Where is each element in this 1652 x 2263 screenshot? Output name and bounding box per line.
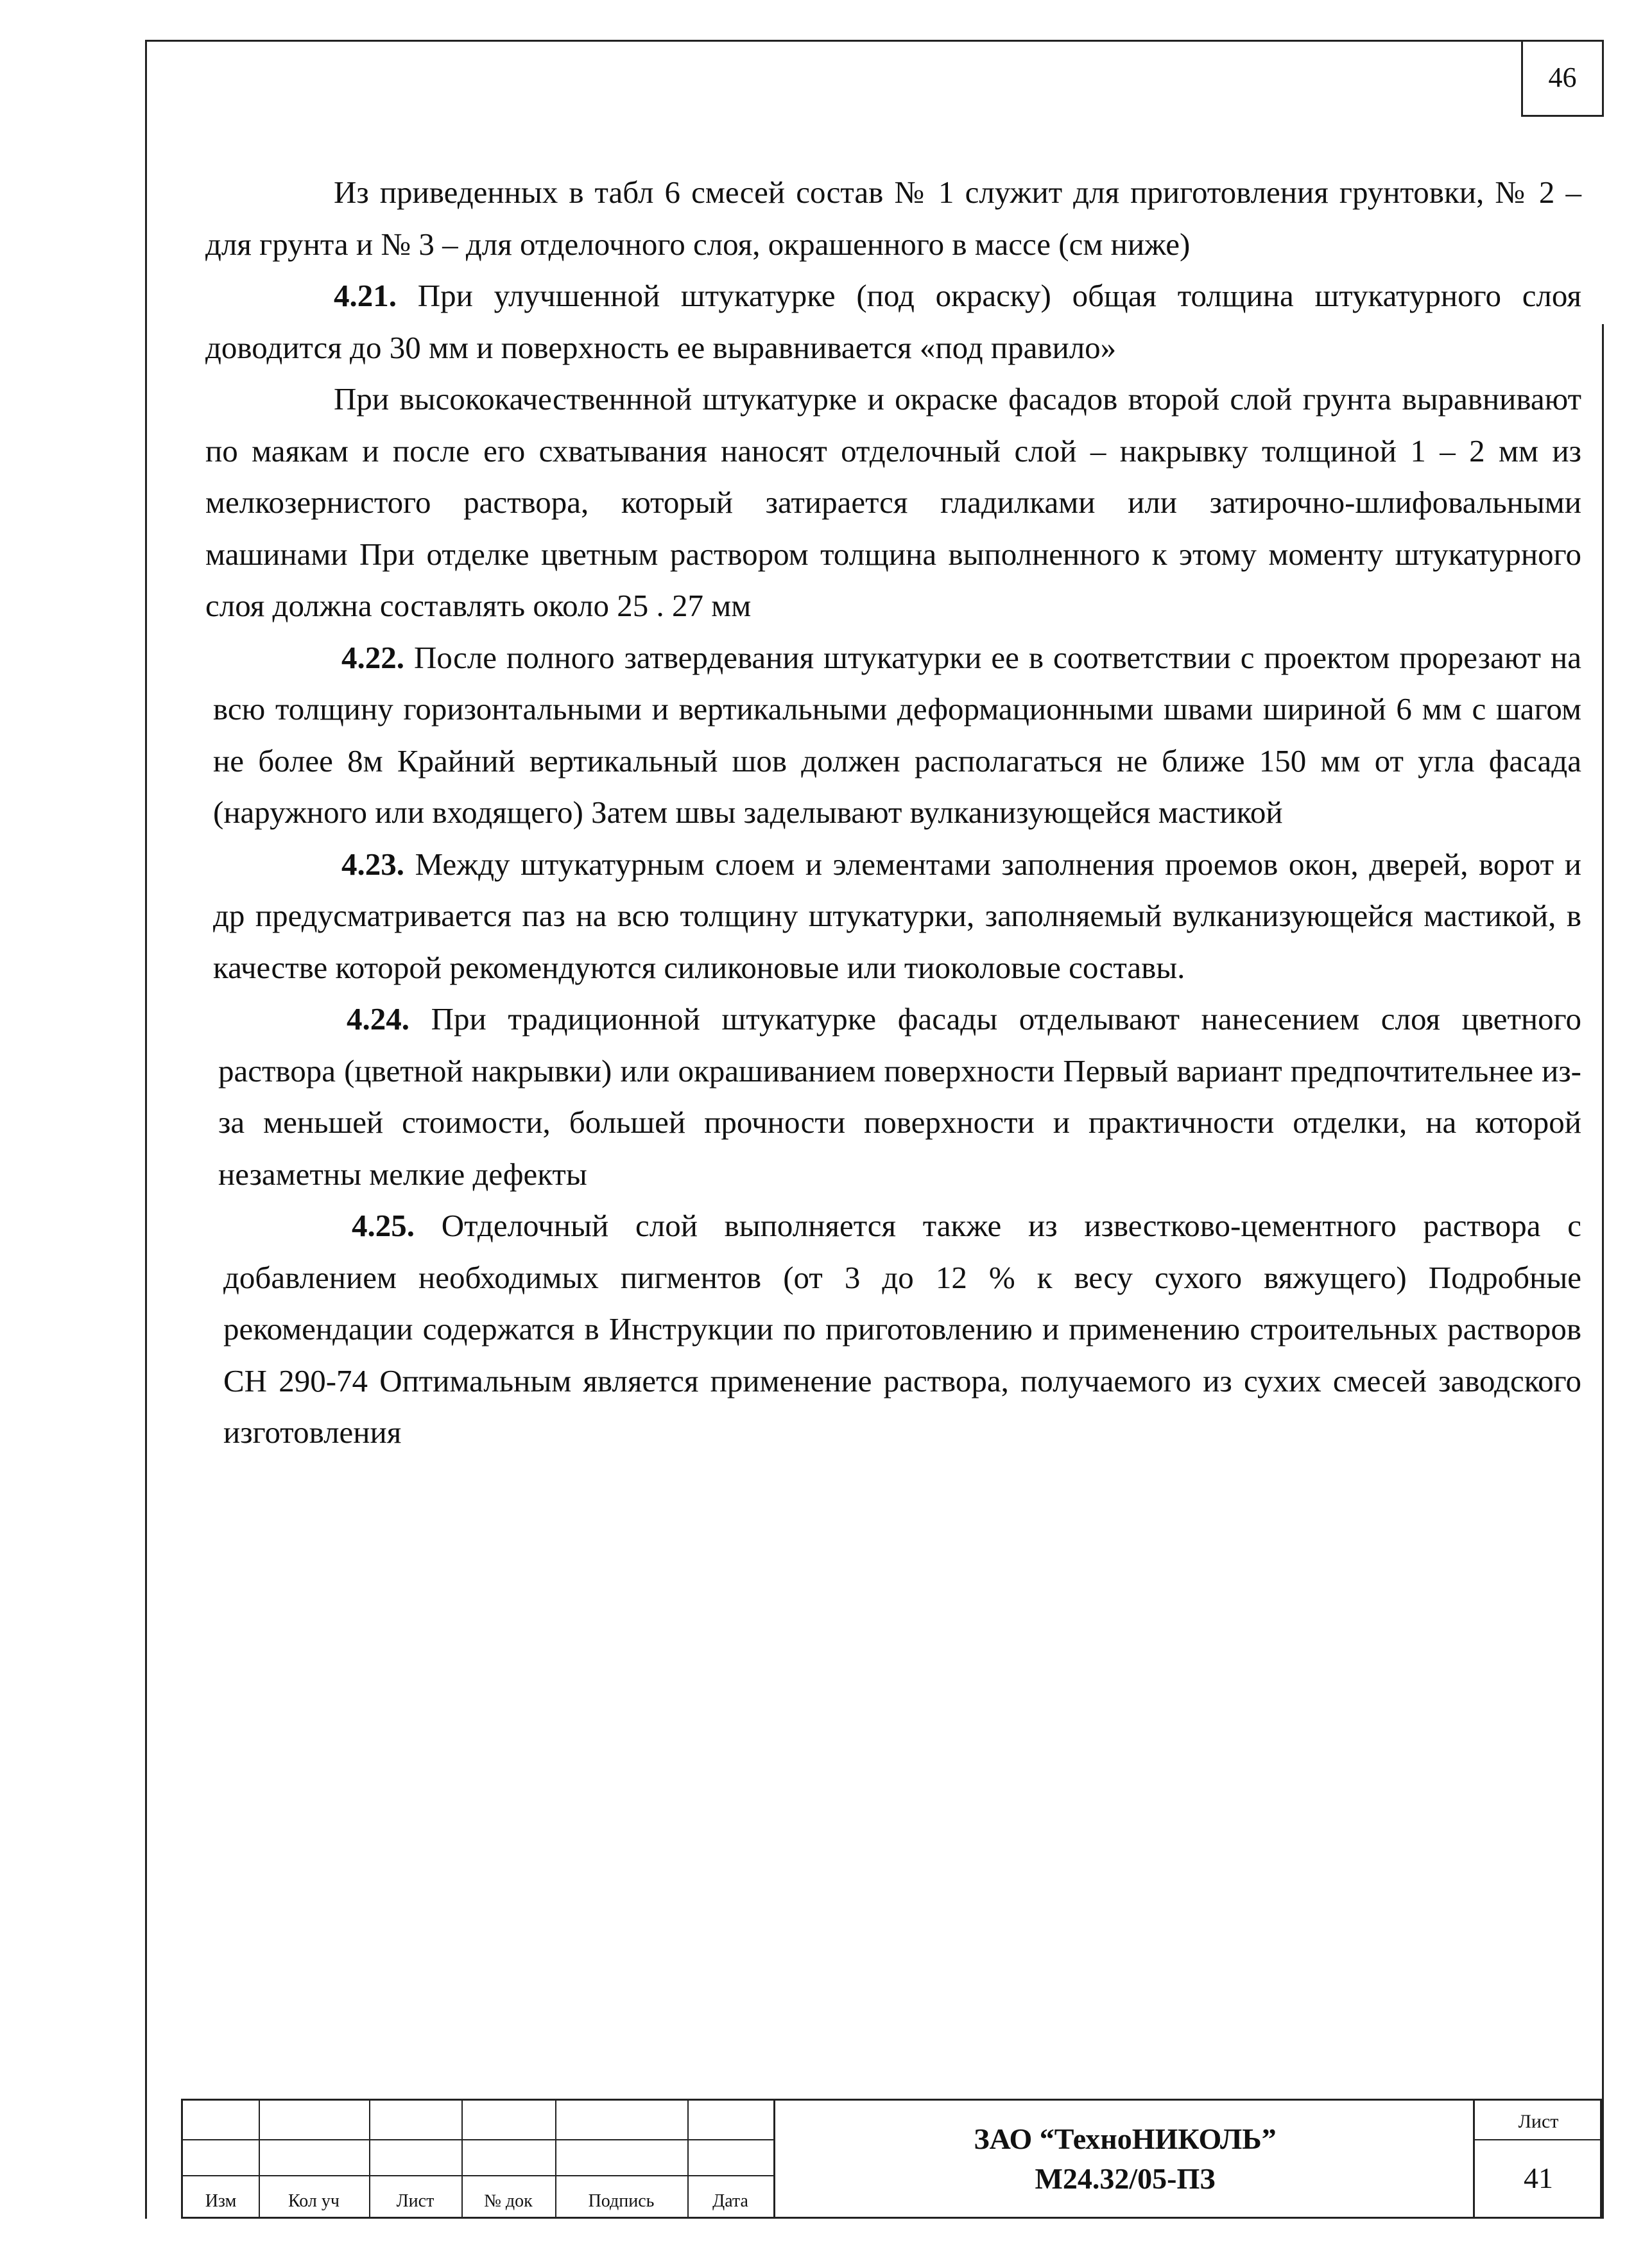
column-header-doc-no: № док (484, 2191, 533, 2211)
paragraph (205, 167, 1581, 270)
section-number: 4.23. (341, 846, 404, 882)
column-header-kol-uch: Кол уч (288, 2191, 340, 2211)
column-header-izm: Изм (205, 2191, 237, 2211)
document-body (205, 167, 1581, 1459)
paragraph-4-22 (213, 632, 1581, 839)
table-rule (183, 2139, 773, 2140)
column-header-date: Дата (712, 2191, 748, 2211)
document-designation (773, 2101, 1475, 2217)
frame-right-border (1602, 40, 1604, 117)
section-number: 4.24. (347, 1001, 409, 1037)
sheet-cell (1473, 2101, 1602, 2217)
frame-top-border (145, 40, 1602, 42)
paragraph-4-24 (218, 994, 1581, 1200)
section-number: 4.25. (352, 1208, 415, 1243)
revision-table (183, 2101, 773, 2217)
column-header-list: Лист (396, 2191, 435, 2211)
table-rule (183, 2175, 773, 2176)
document-code: М24.32/05-ПЗ (1035, 2162, 1216, 2195)
paragraph-text: Из приведенных в табл 6 смесей состав № 1 служит для приготовления грунтовки, № 2 – для грунта и № 3 – для отделочного слоя, окрашенного в массе (см ниже) (205, 175, 1581, 262)
section-number: 4.22. (341, 639, 404, 675)
section-number: 4.21. (334, 278, 397, 313)
paragraph (205, 374, 1581, 632)
company-name: ЗАО “ТехноНИКОЛЬ” (974, 2122, 1277, 2155)
page-number: 46 (1521, 40, 1602, 117)
paragraph-text: Между штукатурным слоем и элементами заполнения проемов окон, дверей, ворот и др предусматривается паз на всю толщину штукатурки, заполняемый вулканизующейся мастикой, в качестве которой рекомендуются силиконовые или тиоколовые составы. (213, 846, 1581, 985)
sheet-label: Лист (1475, 2104, 1602, 2140)
title-block (181, 2099, 1602, 2219)
paragraph-4-21 (205, 270, 1581, 374)
paragraph-4-23 (213, 839, 1581, 994)
paragraph-text: После полного затвердевания штукатурки ее в соответствии с проектом прорезают на всю толщину горизонтальными и вертикальными деформационными швами шириной 6 мм с шагом не более 8м Крайний вертикальный шов должен располагаться не ближе 150 мм от угла фасада (наружного или входящего) Затем швы заделывают вулканизующейся мастикой (213, 639, 1581, 830)
frame-left-border (145, 40, 147, 2219)
sheet-number: 41 (1524, 2162, 1553, 2194)
paragraph-text: При высококачественнной штукатурке и окраске фасадов второй слой грунта выравнивают по маякам и после его схватывания наносят отделочный слой – накрывку толщиной 1 – 2 мм из мелкозернистого раствора, который затирается гладилками или затирочно-шлифовальными машинами При отделке цветным раствором толщина выполненного к этому моменту штукатурного слоя должна составлять около 25 . 27 мм (205, 381, 1581, 623)
paragraph-text: При традиционной штукатурке фасады отделывают нанесением слоя цветного раствора (цветной накрывки) или окрашиванием поверхности Первый вариант предпочтительнее из-за меньшей стоимости, большей прочности поверхности и практичности отделки, на которой незаметны мелкие дефекты (218, 1001, 1581, 1192)
paragraph-text: Отделочный слой выполняется также из известково-цементного раствора с добавлением необходимых пигментов (от 3 до 12 % к весу сухого вяжущего) Подробные рекомендации содержатся в Инструкции по приготовлению и применению строительных растворов СН 290-74 Оптимальным является применение раствора, получаемого из сухих смесей заводского изготовления (223, 1208, 1581, 1450)
paragraph-4-25 (223, 1200, 1581, 1459)
frame-right-border-lower (1602, 324, 1604, 2219)
paragraph-text: При улучшенной штукатурке (под окраску) общая толщина штукатурного слоя доводится до 30 мм и поверхность ее выравнивается «под правило» (205, 278, 1581, 365)
column-header-signature: Подпись (588, 2191, 655, 2211)
